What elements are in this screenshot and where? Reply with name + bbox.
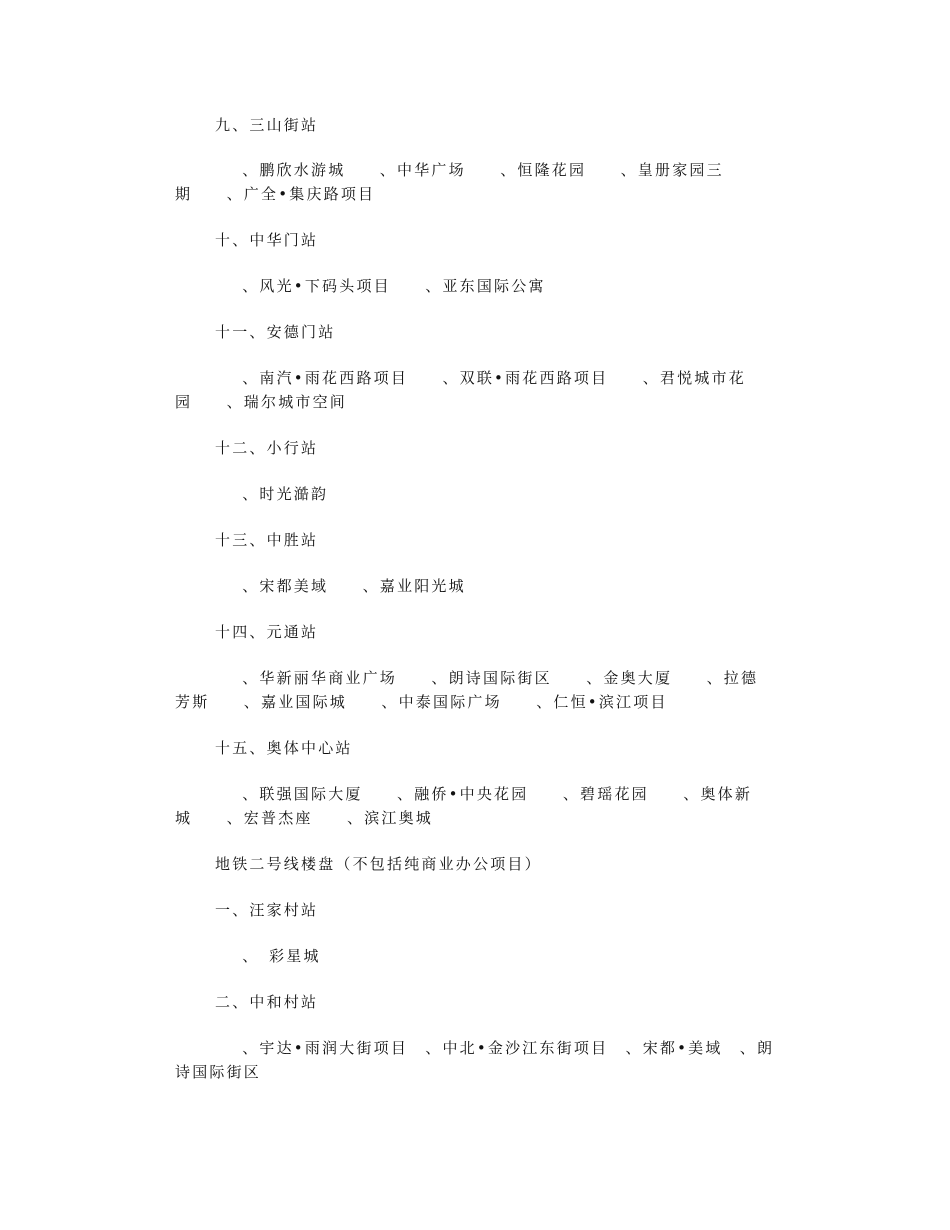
station-projects: 、南汽•雨花西路项目 、双联•雨花西路项目 、君悦城市花园 、瑞尔城市空间	[175, 369, 746, 411]
station-projects: 、时光澔韵	[225, 485, 329, 503]
station-heading: 十、中华门站	[215, 231, 319, 249]
station-heading: 一、汪家村站	[215, 901, 319, 919]
station-projects: 、 彩星城	[225, 947, 321, 965]
station-projects: 、鹏欣水游城 、中华广场 、恒隆花园 、皇册家园三期 、广全•集庆路项目	[175, 161, 724, 203]
station-heading: 十一、安德门站	[215, 323, 336, 341]
station-heading: 十二、小行站	[215, 439, 319, 457]
station-projects: 、华新丽华商业广场 、朗诗国际街区 、金奥大厦 、拉德芳斯 、嘉业国际城 、中泰国际广场 、仁恒•滨江项目	[175, 669, 759, 711]
line-title: 地铁二号线楼盘（不包括纯商业办公项目）	[215, 855, 542, 873]
station-heading: 十三、中胜站	[215, 531, 319, 549]
station-heading: 十四、元通站	[215, 623, 319, 641]
station-heading: 十五、奥体中心站	[215, 739, 353, 757]
station-projects: 、宇达•雨润大街项目 、中北•金沙江东街项目 、宋都•美域 、朗诗国际街区	[175, 1039, 775, 1081]
station-heading: 二、中和村站	[215, 993, 319, 1011]
station-heading: 九、三山街站	[215, 116, 319, 134]
station-projects: 、宋都美域 、嘉业阳光城	[225, 577, 466, 595]
station-projects: 、联强国际大厦 、融侨•中央花园 、碧瑶花园 、奥体新城 、宏普杰座 、滨江奥城	[175, 785, 753, 827]
station-projects: 、风光•下码头项目 、亚东国际公寓	[225, 277, 546, 295]
